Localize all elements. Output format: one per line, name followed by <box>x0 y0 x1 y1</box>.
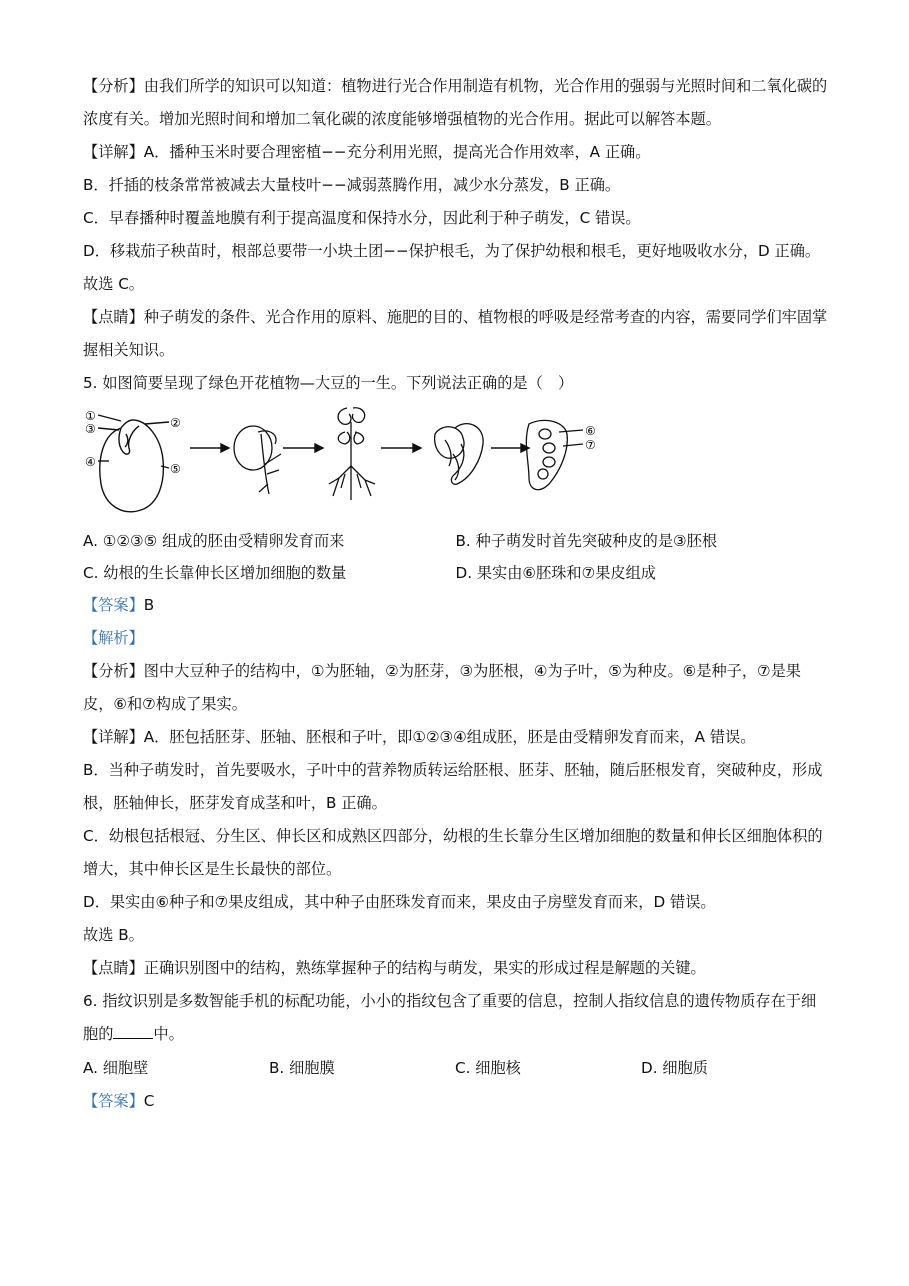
q4-detail-b: B．扦插的枝条常常被减去大量枝叶−−减弱蒸腾作用，减少水分蒸发，B 正确。 <box>83 176 621 194</box>
q5-detail-c: C．幼根包括根冠、分生区、伸长区和成熟区四部分，幼根的生长靠分生区增加细胞的数量和伸长区细胞体积的增大，其中伸长区是生长最快的部位。 <box>83 827 823 878</box>
label-6: ⑥ <box>585 424 596 438</box>
embryo-shape <box>119 426 139 454</box>
label-2: ② <box>170 416 181 430</box>
q5-answer-label: 【答案】 <box>83 596 144 614</box>
q5-option-d: D. 果实由⑥胚珠和⑦果皮组成 <box>455 564 656 582</box>
q4-comment: 【点睛】种子萌发的条件、光合作用的原料、施肥的目的、植物根的呼吸是经常考查的内容，需要同学们牢固掌握相关知识。 <box>83 308 828 359</box>
q4-detail-a: 【详解】A．播种玉米时要合理密植−−充分利用光照，提高光合作用效率，A 正确。 <box>83 143 651 161</box>
flower-shape <box>435 424 484 485</box>
seedling-shape <box>329 408 375 500</box>
germinating-seed-shape <box>234 426 281 494</box>
q6-answer-value: C <box>143 1092 155 1110</box>
label-3: ③ <box>85 422 96 436</box>
label-5: ⑤ <box>170 462 181 476</box>
q5-option-c: C. 幼根的生长靠伸长区增加细胞的数量 <box>83 564 347 582</box>
q5-options-row-1 <box>83 525 828 557</box>
q6-option-a: A. 细胞壁 <box>83 1059 149 1077</box>
q5-answer <box>83 589 828 622</box>
q6-options <box>83 1051 828 1085</box>
q5-detail-b: B．当种子萌发时，首先要吸水，子叶中的营养物质转运给胚根、胚芽、胚轴，随后胚根发育，突破种皮，形成根，胚轴伸长，胚芽发育成茎和叶，B 正确。 <box>83 761 823 812</box>
q5-choose: 故选 B。 <box>83 926 144 944</box>
q5-explain-label: 【解析】 <box>83 629 144 647</box>
q5-options-row-2 <box>83 557 828 589</box>
q5-detail-a: 【详解】A．胚包括胚芽、胚轴、胚根和子叶，即①②③④组成胚，胚是由受精卵发育而来，A 错误。 <box>83 728 756 746</box>
arrow-3-icon <box>413 444 421 452</box>
q4-analysis: 【分析】由我们所学的知识可以知道：植物进行光合作用制造有机物，光合作用的强弱与光照时间和二氧化碳的浓度有关。增加光照时间和增加二氧化碳的浓度能够增强植物的光合作用。据此可以解答本题。 <box>83 77 828 128</box>
q6-option-d: D. 细胞质 <box>641 1059 708 1077</box>
label-1: ① <box>85 409 96 423</box>
arrow-4-icon <box>521 444 529 452</box>
q6-answer-label: 【答案】 <box>83 1092 144 1110</box>
document-page <box>83 70 828 1118</box>
q5-option-a: A. ①②③⑤ 组成的胚由受精卵发育而来 <box>83 532 345 550</box>
q5-detail-d: D．果实由⑥种子和⑦果皮组成，其中种子由胚珠发育而来，果皮由子房壁发育而来，D 错误。 <box>83 893 716 911</box>
fill-blank <box>113 1022 153 1039</box>
q6-answer <box>83 1085 828 1118</box>
arrow-1-icon <box>221 444 229 452</box>
q4-choose: 故选 C。 <box>83 275 144 293</box>
soybean-lifecycle-diagram <box>83 404 603 519</box>
label-4: ④ <box>85 455 96 469</box>
q5-comment: 【点睛】正确识别图中的结构，熟练掌握种子的结构与萌发，果实的形成过程是解题的关键。 <box>83 959 706 977</box>
q4-detail-c: C．早春播种时覆盖地膜有利于提高温度和保持水分，因此利于种子萌发，C 错误。 <box>83 209 641 227</box>
q4-detail-d: D．移栽茄子秧苗时，根部总要带一小块土团−−保护根毛，为了保护幼根和根毛，更好地吸收水分，D 正确。 <box>83 242 821 260</box>
q5-analysis: 【分析】图中大豆种子的结构中，①为胚轴，②为胚芽，③为胚根，④为子叶，⑤为种皮。⑥是种子，⑦是果皮，⑥和⑦构成了果实。 <box>83 662 801 713</box>
q6-stem <box>83 985 828 1051</box>
bean-pod-shape <box>526 420 583 489</box>
q5-option-b: B. 种子萌发时首先突破种皮的是③胚根 <box>455 532 718 550</box>
q6-option-b: B. 细胞膜 <box>269 1059 335 1077</box>
arrow-2-icon <box>315 444 323 452</box>
q5-answer-value: B <box>143 596 155 614</box>
label-7: ⑦ <box>585 438 596 452</box>
q6-stem-part2: 中。 <box>153 1025 184 1043</box>
q5-stem: 5. 如图简要呈现了绿色开花植物—大豆的一生。下列说法正确的是（ ） <box>83 374 574 392</box>
soybean-lifecycle-figure <box>83 404 603 519</box>
q6-stem-part1: 6. 指纹识别是多数智能手机的标配功能，小小的指纹包含了重要的信息，控制人指纹信息的遗传物质存在于细胞的 <box>83 992 817 1043</box>
q6-option-c: C. 细胞核 <box>455 1059 521 1077</box>
